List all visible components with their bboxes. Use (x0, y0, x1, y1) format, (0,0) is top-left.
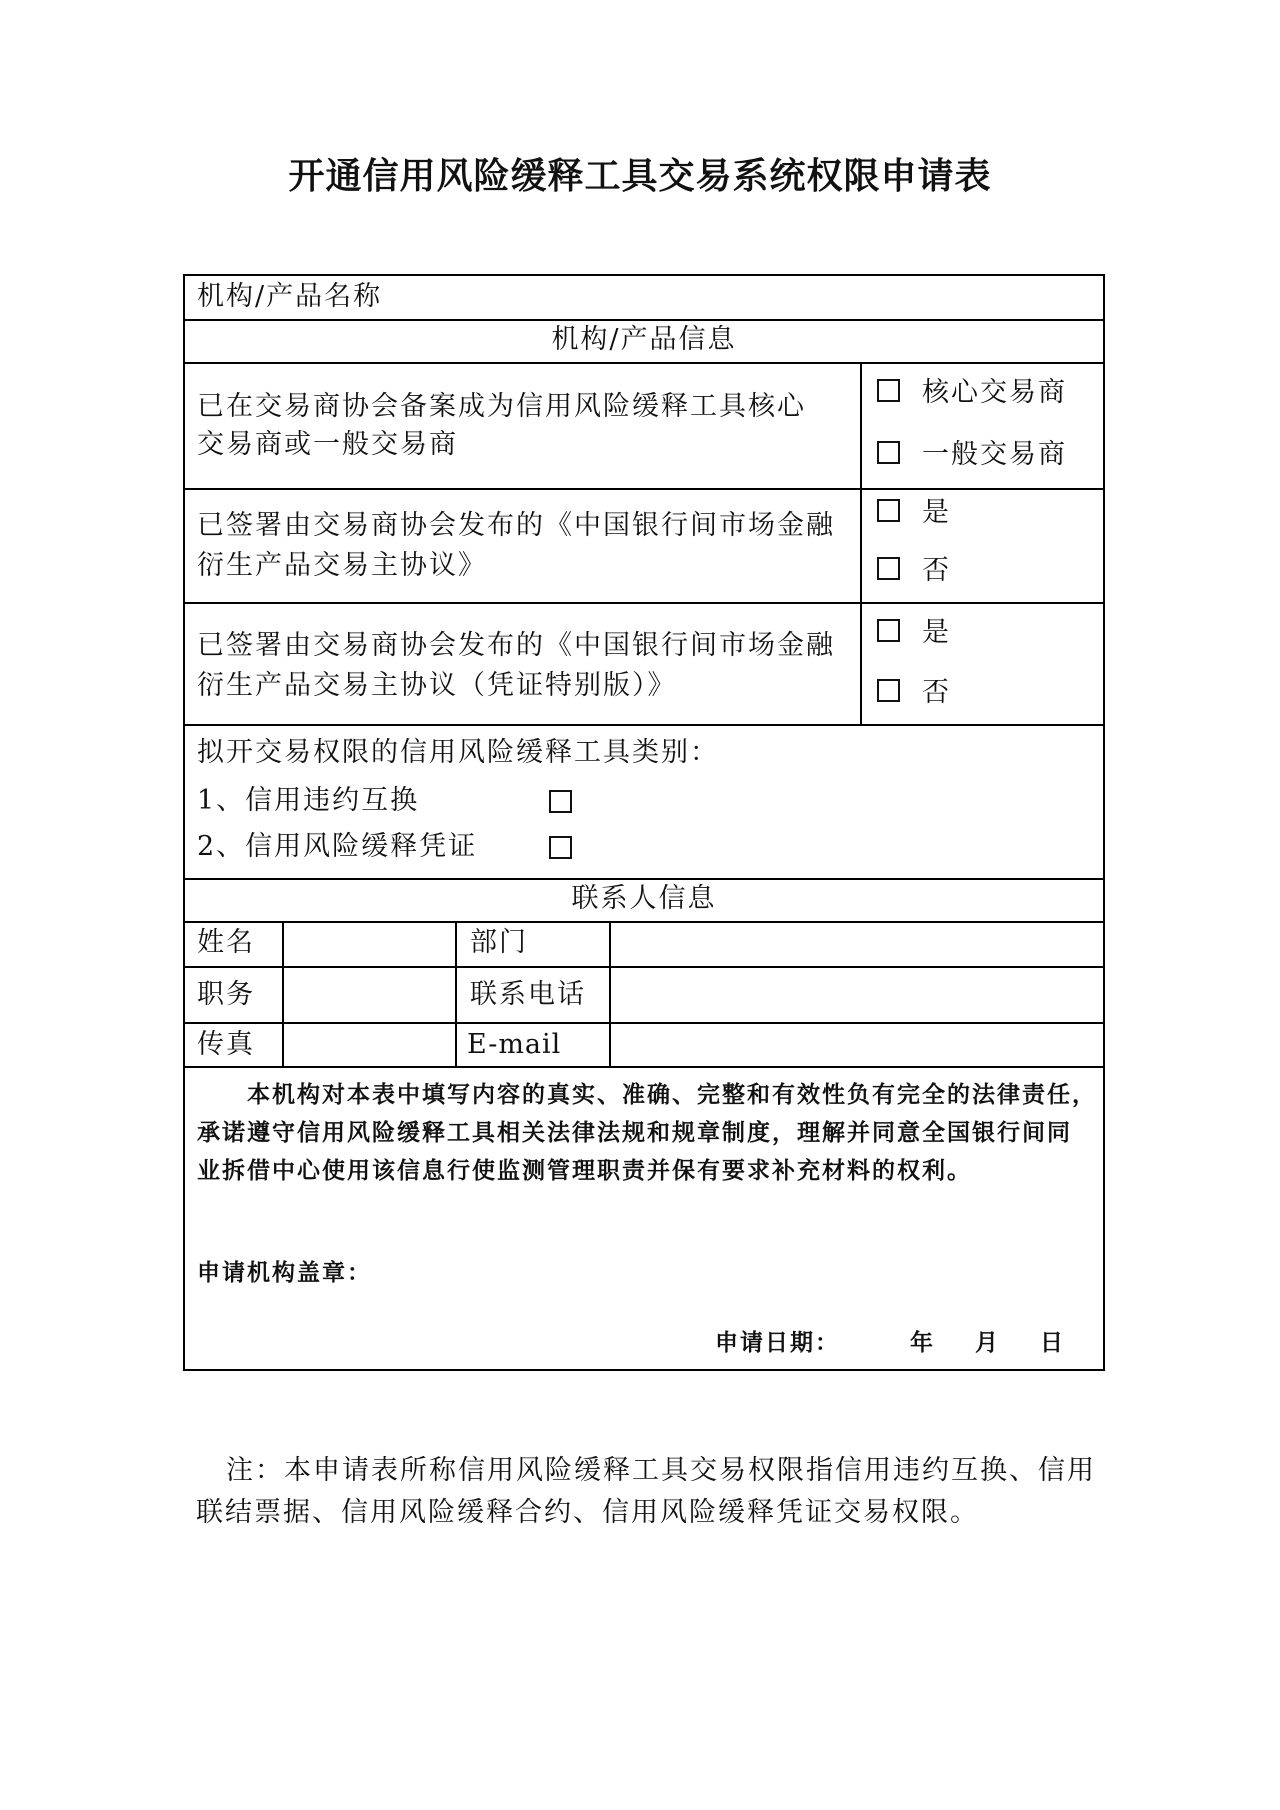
checkbox-icon[interactable] (877, 379, 900, 402)
q2-line2: 衍生产品交易主协议》 (197, 550, 487, 581)
date-month: 月 (975, 1330, 1000, 1356)
application-form (183, 274, 1105, 1371)
date-label: 申请日期： (715, 1330, 840, 1356)
checkbox-icon[interactable] (877, 557, 900, 580)
row-divider (185, 1066, 1103, 1068)
column-divider (860, 362, 862, 724)
row-divider (185, 921, 1103, 923)
declaration-line3: 业拆借中心使用该信息行使监测管理职责并保有要求补充材料的权利。 (197, 1158, 972, 1184)
declaration-line1: 本机构对本表中填写内容的真实、准确、完整和有效性负有完全的法律责任， (247, 1082, 1097, 1108)
tool-item-crmw: 2、信用风险缓释凭证 (197, 831, 478, 862)
option-general-dealer[interactable]: 一般交易商 (877, 436, 1067, 474)
org-info-header: 机构/产品信息 (551, 324, 737, 355)
contact-name-label: 姓名 (197, 927, 255, 958)
org-name-label: 机构/产品名称 (197, 281, 383, 312)
row-divider (185, 362, 1103, 364)
column-divider (609, 921, 611, 1066)
checkbox-cds-icon[interactable] (549, 790, 572, 813)
row-divider (185, 1022, 1103, 1024)
tool-category-heading: 拟开交易权限的信用风险缓释工具类别： (197, 737, 719, 768)
row-divider (185, 966, 1103, 968)
contact-header: 联系人信息 (571, 883, 717, 914)
tool-item-cds: 1、信用违约互换 (197, 785, 420, 816)
checkbox-icon[interactable] (877, 619, 900, 642)
row-divider (185, 488, 1103, 490)
row-divider (185, 602, 1103, 604)
contact-fax-label: 传真 (197, 1029, 255, 1060)
checkbox-icon[interactable] (877, 679, 900, 702)
option-core-dealer[interactable]: 核心交易商 (877, 374, 1067, 412)
option-q2-no[interactable]: 否 (877, 552, 951, 590)
option-q3-yes[interactable]: 是 (877, 614, 951, 652)
checkbox-crmw-icon[interactable] (549, 836, 572, 859)
checkbox-icon[interactable] (877, 441, 900, 464)
contact-phone-label: 联系电话 (470, 979, 586, 1010)
contact-email-label: E-mail (467, 1029, 562, 1060)
column-divider (455, 921, 457, 1066)
date-year: 年 (910, 1330, 935, 1356)
option-q2-yes[interactable]: 是 (877, 494, 951, 532)
page-title: 开通信用风险缓释工具交易系统权限申请表 (288, 156, 992, 197)
q3-line2: 衍生产品交易主协议（凭证特别版）》 (197, 670, 677, 701)
q1-line1: 已在交易商协会备案成为信用风险缓释工具核心 (197, 391, 806, 422)
q3-line1: 已签署由交易商协会发布的《中国银行间市场金融 (197, 630, 835, 661)
checkbox-icon[interactable] (877, 499, 900, 522)
seal-label: 申请机构盖章： (197, 1260, 372, 1286)
row-divider (185, 724, 1103, 726)
column-divider (282, 921, 284, 1066)
footnote: 注：本申请表所称信用风险缓释工具交易权限指信用违约互换、信用联结票据、信用风险缓释合约、信用风险缓释凭证交易权限。 (196, 1455, 1096, 1528)
contact-title-label: 职务 (197, 979, 255, 1010)
q1-line2: 交易商或一般交易商 (197, 429, 458, 460)
q2-line1: 已签署由交易商协会发布的《中国银行间市场金融 (197, 510, 835, 541)
option-q3-no[interactable]: 否 (877, 674, 951, 712)
declaration-line2: 承诺遵守信用风险缓释工具相关法律法规和规章制度，理解并同意全国银行间同 (197, 1120, 1072, 1146)
date-day: 日 (1040, 1330, 1065, 1356)
contact-dept-label: 部门 (470, 927, 528, 958)
